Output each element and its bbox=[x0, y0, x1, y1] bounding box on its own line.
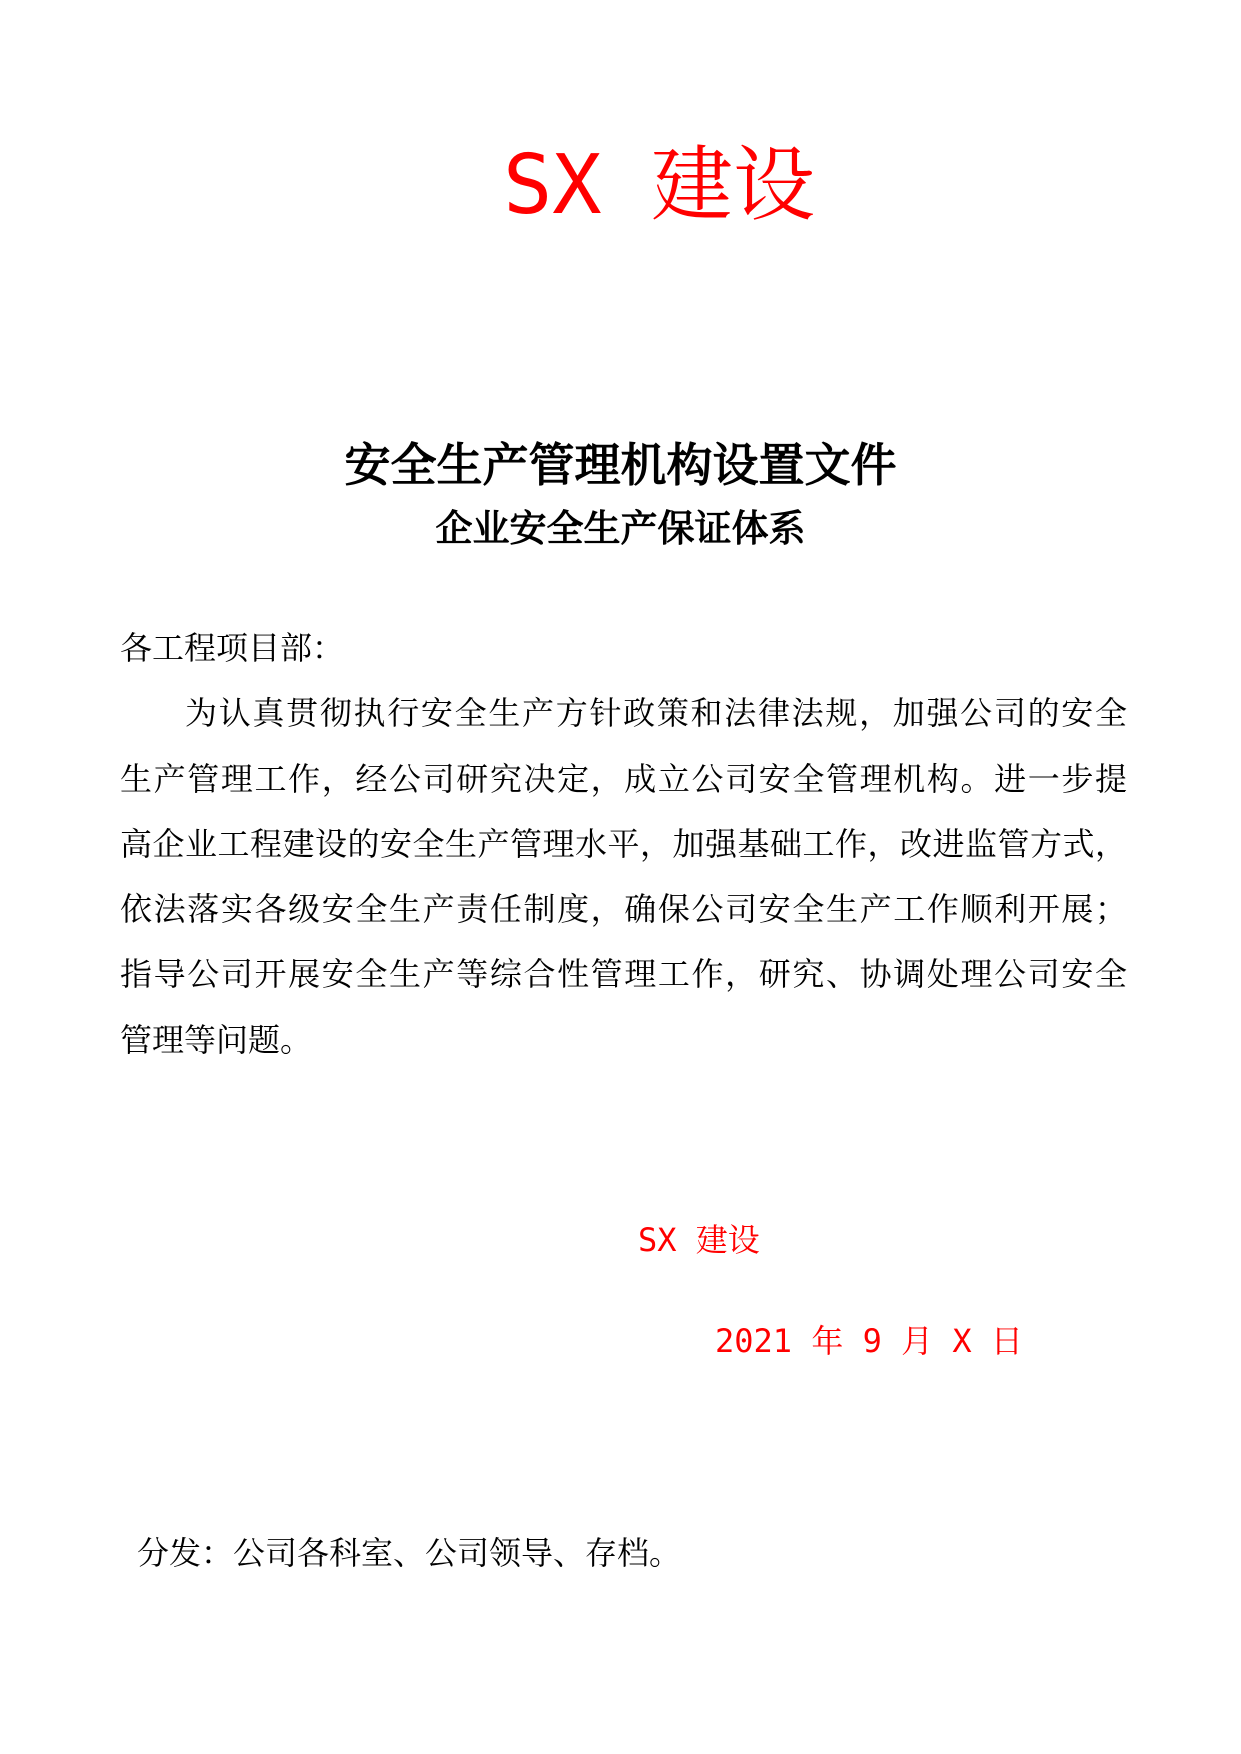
signature-org: SX 建设 bbox=[638, 1221, 760, 1259]
paragraph-line: 生产管理工作，经公司研究决定，成立公司安全管理机构。进一步提 bbox=[120, 759, 1127, 798]
paragraph-line: 管理等问题。 bbox=[120, 1020, 313, 1059]
paragraph-line: 高企业工程建设的安全生产管理水平，加强基础工作，改进监管方式， bbox=[120, 824, 1127, 863]
letterhead-org-name: SX 建设 bbox=[502, 138, 816, 233]
paragraph-line: 为认真贯彻执行安全生产方针政策和法律法规，加强公司的安全 bbox=[185, 694, 1127, 733]
distribution-list: 分发：公司各科室、公司领导、存档。 bbox=[137, 1534, 682, 1572]
signature-date: 2021 年 9 月 X 日 bbox=[715, 1322, 1023, 1360]
paragraph-line: 依法落实各级安全生产责任制度，确保公司安全生产工作顺利开展； bbox=[120, 890, 1127, 929]
document-subtitle: 企业安全生产保证体系 bbox=[435, 507, 806, 550]
paragraph-line: 指导公司开展安全生产等综合性管理工作，研究、协调处理公司安全 bbox=[120, 955, 1127, 994]
document-body bbox=[120, 616, 1127, 1073]
document-title: 安全生产管理机构设置文件 bbox=[344, 438, 897, 492]
salutation: 各工程项目部： bbox=[120, 629, 345, 667]
